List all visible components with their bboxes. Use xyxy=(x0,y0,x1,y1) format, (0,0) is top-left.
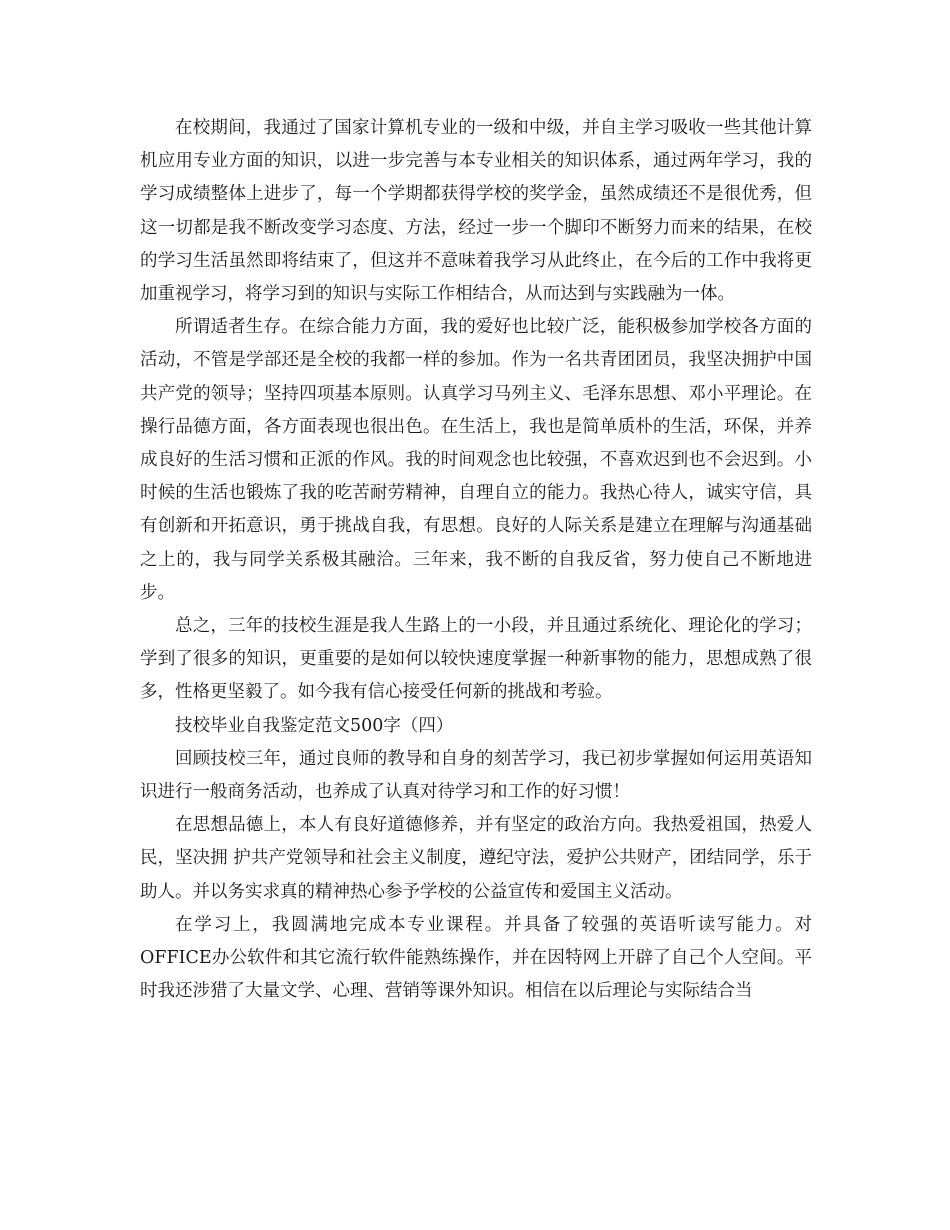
section-heading: 技校毕业自我鉴定范文500字（四） xyxy=(175,715,454,736)
paragraph-study: 在校期间，我通过了国家计算机专业的一级和中级，并自主学习吸收一些其他计算机应用专业方面的知识，以进一步完善与本专业相关的知识体系，通过两年学习，我的学习成绩整体上进步了，每一个学期都获得学校的奖学金，虽然成绩还不是很优秀，但这一切都是我不断改变学习态度、方法，经过一步一个脚印不断努力而来的结果，在校的学习生活虽然即将结束了，但这并不意味着我学习从此终止，在今后的工作中我将更加重视学习，将学习到的知识与实际工作相结合，从而达到与实践融为一体。 xyxy=(140,118,812,305)
paragraph-learning: 在学习上，我圆满地完成本专业课程。并具备了较强的英语听读写能力。对OFFICE办公软件和其它流行软件能熟练操作，并在因特网上开辟了自己个人空间。平时我还涉猎了大量文学、心理、营销等课外知识。相信在以后理论与实际结合当 xyxy=(140,914,812,1002)
paragraph-review: 回顾技校三年，通过良师的教导和自身的刻苦学习，我已初步掌握如何运用英语知识进行一般商务活动，也养成了认真对待学习和工作的好习惯！ xyxy=(140,748,812,803)
paragraph-morality: 在思想品德上，本人有良好道德修养，并有坚定的政治方向。我热爱祖国，热爱人民，坚决拥 护共产党领导和社会主义制度，遵纪守法，爱护公共财产，团结同学，乐于助人。并以务实求真的精神热心参予学校的公益宣传和爱国主义活动。 xyxy=(140,815,812,902)
document-page xyxy=(140,112,812,1008)
paragraph-summary: 总之，三年的技校生涯是我人生路上的一小段，并且通过系统化、理论化的学习；学到了很多的知识，更重要的是如何以较快速度掌握一种新事物的能力，思想成熟了很多，性格更坚毅了。如今我有信心接受任何新的挑战和考验。 xyxy=(140,616,812,703)
paragraph-ability: 所谓适者生存。在综合能力方面，我的爱好也比较广泛，能积极参加学校各方面的活动，不管是学部还是全校的我都一样的参加。作为一名共青团团员，我坚决拥护中国共产党的领导；坚持四项基本原则。认真学习马列主义、毛泽东思想、邓小平理论。在操行品德方面，各方面表现也很出色。在生活上，我也是简单质朴的生活，环保，并养成良好的生活习惯和正派的作风。我的时间观念也比较强，不喜欢迟到也不会迟到。小时候的生活也锻炼了我的吃苦耐劳精神，自理自立的能力。我热心待人，诚实守信，具有创新和开拓意识，勇于挑战自我，有思想。良好的人际关系是建立在理解与沟通基础之上的，我与同学关系极其融洽。三年来，我不断的自我反省，努力使自己不断地进步。 xyxy=(140,317,812,603)
